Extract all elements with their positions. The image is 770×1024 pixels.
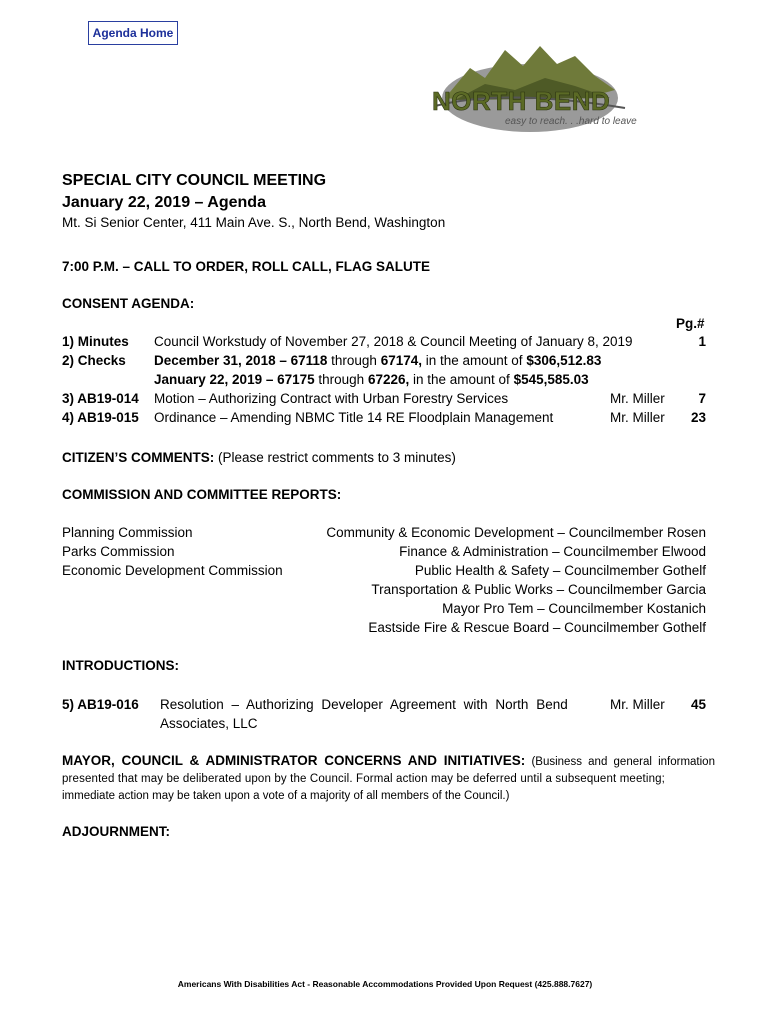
item-id: 5) AB19-016 [62, 697, 139, 712]
item-presenter: Mr. Miller [610, 697, 665, 712]
check-text: in the amount of [421, 353, 527, 368]
meeting-location: Mt. Si Senior Center, 411 Main Ave. S., North Bend, Washington [62, 215, 446, 230]
concerns-line-1 [62, 751, 715, 771]
check-range-end: 67174, [380, 353, 422, 368]
item-page: 7 [698, 391, 706, 406]
introductions-heading: INTRODUCTIONS: [62, 658, 179, 673]
committee-item: Transportation & Public Works – Councilmember Garcia [371, 582, 706, 597]
item-presenter: Mr. Miller [610, 391, 665, 406]
item-description: Resolution – Authorizing Developer Agreement with North Bend [160, 697, 568, 712]
commission-item: Economic Development Commission [62, 563, 283, 578]
logo-tagline: easy to reach. . .hard to leave [505, 116, 637, 127]
citizens-note: (Please restrict comments to 3 minutes) [214, 450, 456, 465]
check-range-end: 67226, [367, 372, 410, 387]
item-presenter: Mr. Miller [610, 410, 665, 425]
page-number-header: Pg.# [676, 316, 705, 331]
agenda-home-button[interactable]: Agenda Home [88, 21, 178, 45]
item-id: 1) Minutes [62, 334, 129, 349]
check-amount: $545,585.03 [513, 372, 589, 387]
concerns-text: (Business and general information [525, 756, 715, 768]
item-description: Associates, LLC [160, 716, 258, 731]
commission-item: Parks Commission [62, 544, 175, 559]
committee-item: Finance & Administration – Councilmember Elwood [399, 544, 706, 559]
check-range-start: December 31, 2018 – 67118 [154, 353, 328, 368]
concerns-line-3: immediate action may be taken upon a vote of a majority of all members of the Council.) [62, 790, 510, 802]
item-page: 23 [690, 410, 706, 425]
call-to-order: 7:00 P.M. – CALL TO ORDER, ROLL CALL, FLAG SALUTE [62, 259, 431, 274]
committee-item: Public Health & Safety – Councilmember Gothelf [414, 563, 706, 578]
check-text: through [314, 372, 368, 387]
concerns-line-2: presented that may be deliberated upon by the Council. Formal action may be deferred until a subsequent meeting; [62, 773, 666, 785]
item-id: 4) AB19-015 [62, 410, 139, 425]
item-id: 3) AB19-014 [62, 391, 139, 406]
concerns-label: MAYOR, COUNCIL & ADMINISTRATOR CONCERNS AND INITIATIVES: [62, 753, 526, 768]
item-description: Motion – Authorizing Contract with Urban Forestry Services [154, 391, 509, 406]
committee-item: Community & Economic Development – Councilmember Rosen [326, 525, 706, 540]
check-text: through [327, 353, 381, 368]
item-description: Council Workstudy of November 27, 2018 & Council Meeting of January 8, 2019 [154, 334, 633, 349]
ada-footer: Americans With Disabilities Act - Reasonable Accommodations Provided Upon Request (425.888.7627) [177, 979, 593, 989]
check-text: in the amount of [409, 372, 514, 387]
item-page: 1 [698, 334, 706, 349]
checks-line-1 [154, 351, 601, 370]
check-range-start: January 22, 2019 – 67175 [154, 372, 315, 387]
citizens-label: CITIZEN’S COMMENTS: [62, 450, 215, 465]
reports-heading: COMMISSION AND COMMITTEE REPORTS: [62, 487, 342, 502]
page-subtitle: January 22, 2019 – Agenda [62, 194, 266, 211]
page-title: SPECIAL CITY COUNCIL MEETING [62, 172, 327, 189]
citizens-comments [62, 448, 456, 467]
check-amount: $306,512.83 [526, 353, 602, 368]
consent-heading: CONSENT AGENDA: [62, 296, 195, 311]
item-id: 2) Checks [62, 353, 126, 368]
committee-item: Mayor Pro Tem – Councilmember Kostanich [442, 601, 706, 616]
commission-item: Planning Commission [62, 525, 193, 540]
adjournment-heading: ADJOURNMENT: [62, 824, 170, 839]
item-description: Ordinance – Amending NBMC Title 14 RE Floodplain Management [154, 410, 554, 425]
checks-line-2 [154, 370, 589, 389]
committee-item: Eastside Fire & Rescue Board – Councilmember Gothelf [368, 620, 706, 635]
item-page: 45 [690, 697, 706, 712]
logo-wordmark: NORTH BEND [432, 86, 611, 116]
